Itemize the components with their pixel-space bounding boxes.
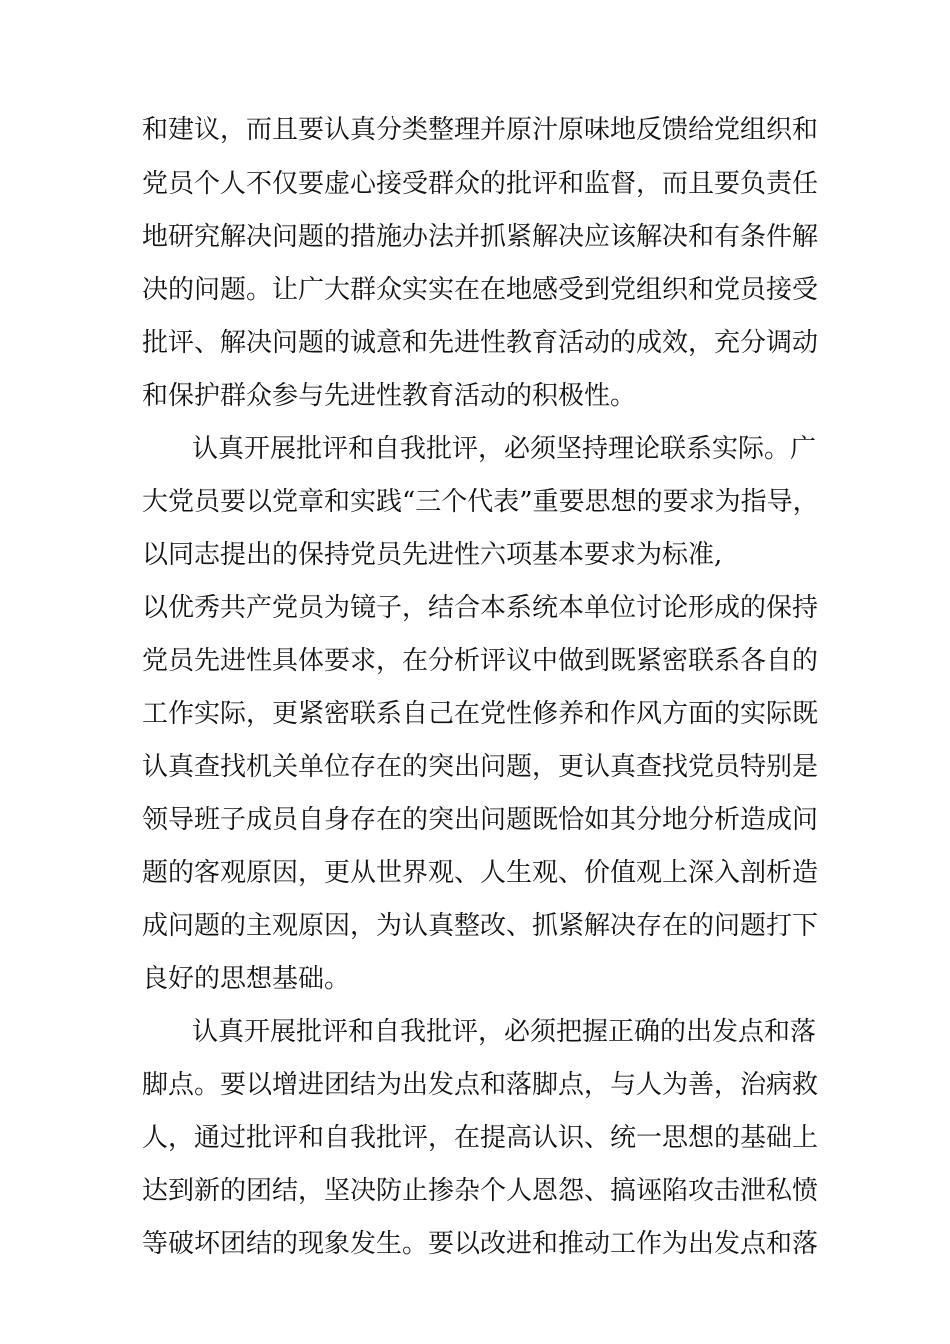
text-line: 认真查找机关单位存在的突出问题，更认真查找党员特别是 [142, 752, 819, 782]
text-line: 大党员要以党章和实践“三个代表”重要思想的要求为指导， [142, 487, 819, 517]
text-line: 决的问题。让广大群众实实在在地感受到党组织和党员接受 [142, 275, 819, 305]
text-line: 以优秀共产党员为镜子，结合本系统本单位讨论形成的保持 [142, 593, 819, 623]
text-line: 达到新的团结，坚决防止掺杂个人恩怨、搞诬陷攻击泄私愤 [142, 1176, 819, 1206]
text-line: 党员先进性具体要求，在分析评议中做到既紧密联系各自的 [142, 646, 819, 676]
text-line: 认真开展批评和自我批评，必须把握正确的出发点和落 [192, 1017, 817, 1047]
text-line: 题的客观原因，更从世界观、人生观、价值观上深入剖析造 [142, 858, 819, 888]
text-line: 和保护群众参与先进性教育活动的积极性。 [142, 381, 637, 411]
text-line: 领导班子成员自身存在的突出问题既恰如其分地分析造成问 [142, 805, 819, 835]
text-line: 良好的思想基础。 [142, 964, 351, 994]
text-line: 和建议，而且要认真分类整理并原汁原味地反馈给党组织和 [142, 115, 819, 145]
text-line: 人，通过批评和自我批评，在提高认识、统一思想的基础上 [142, 1123, 819, 1153]
text-line: 脚点。要以增进团结为出发点和落脚点，与人为善，治病救 [142, 1070, 819, 1100]
text-line: 以同志提出的保持党员先进性六项基本要求为标准, [142, 540, 723, 570]
text-line: 党员个人不仅要虚心接受群众的批评和监督，而且要负责任 [142, 169, 819, 199]
text-line: 工作实际，更紧密联系自己在党性修养和作风方面的实际既 [142, 699, 819, 729]
text-line: 认真开展批评和自我批评，必须坚持理论联系实际。广 [192, 434, 817, 464]
text-line: 批评、解决问题的诚意和先进性教育活动的成效，充分调动 [142, 328, 819, 358]
text-line: 地研究解决问题的措施办法并抓紧解决应该解决和有条件解 [142, 222, 819, 252]
text-line: 成问题的主观原因，为认真整改、抓紧解决存在的问题打下 [142, 911, 819, 941]
text-line: 等破坏团结的现象发生。要以改进和推动工作为出发点和落 [142, 1229, 819, 1259]
